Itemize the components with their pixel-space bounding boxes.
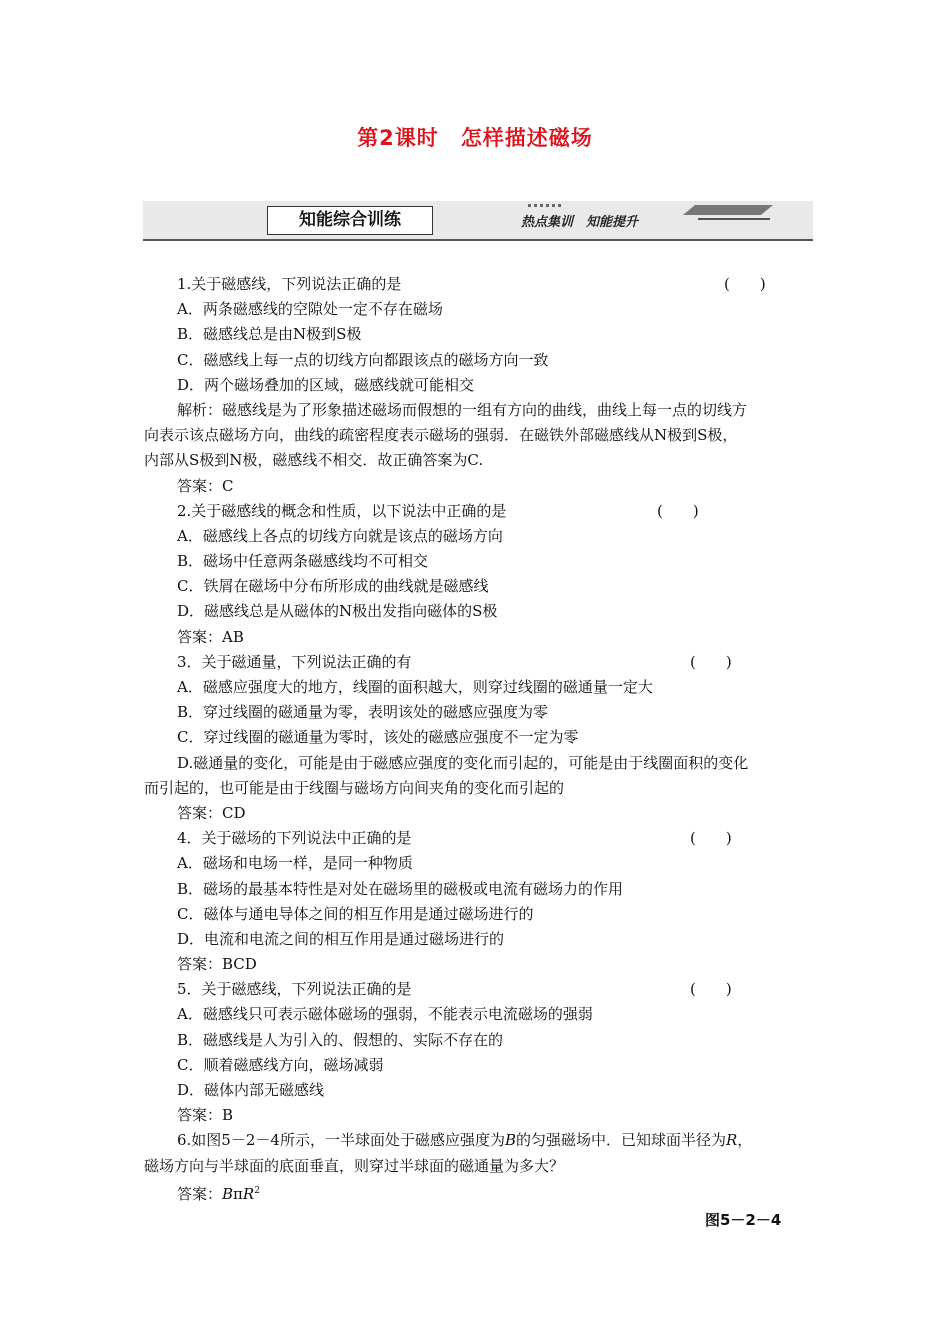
banner-box-label: 知能综合训练 [267, 206, 433, 235]
option: D．两个磁场叠加的区域，磁感线就可能相交 [177, 375, 475, 394]
option: C．磁感线上每一点的切线方向都跟该点的磁场方向一致 [177, 350, 549, 369]
question-stem: 3．关于磁通量，下列说法正确的有 ( ) [144, 650, 808, 675]
option: D．磁体内部无磁感线 [177, 1081, 325, 1099]
banner-arrow-decoration [683, 205, 773, 215]
answer-text: 答案：BCD [177, 955, 257, 974]
answer-text: 答案：CD [177, 803, 246, 822]
answer-text: 答案：BπR$^2$ [177, 1184, 260, 1203]
option: C．顺着磁感线方向，磁场减弱 [177, 1055, 384, 1074]
option: 而引起的，也可能是由于线圈与磁场方向间夹角的变化而引起的 [144, 778, 565, 797]
section-banner [143, 201, 813, 241]
analysis-text: 向表示该点磁场方向，曲线的疏密程度表示磁场的强弱．在磁铁外部磁感线从N极到S极， [144, 426, 738, 445]
option: A．磁感线上各点的切线方向就是该点的磁场方向 [177, 526, 503, 545]
option: A．磁感线只可表示磁体磁场的强弱，不能表示电流磁场的强弱 [177, 1005, 593, 1024]
answer-blank: ( ) [690, 980, 732, 999]
answer-blank: ( ) [724, 275, 766, 293]
option: B．磁场的最基本特性是对处在磁场里的磁极或电流有磁场力的作用 [177, 879, 624, 898]
answer-blank: ( ) [657, 501, 699, 520]
answer-text: 答案：C [177, 476, 234, 495]
option: C．穿过线圈的磁通量为零时，该处的磁感应强度不一定为零 [177, 728, 579, 747]
question-stem: 1.关于磁感线，下列说法正确的是 ( ) [144, 272, 808, 297]
page-title: 第2课时 怎样描述磁场 [357, 126, 593, 150]
option: D.磁通量的变化，可能是由于磁感应强度的变化而引起的，可能是由于线圈面积的变化 [177, 753, 749, 772]
option: A．磁场和电场一样，是同一种物质 [177, 854, 413, 873]
option: B．磁感线是人为引入的、假想的、实际不存在的 [177, 1030, 504, 1049]
question-list [144, 272, 808, 1204]
answer-text: 答案：B [177, 1106, 234, 1125]
option: A．两条磁感线的空隙处一定不存在磁场 [177, 300, 443, 319]
question-stem: 2.关于磁感线的概念和性质，以下说法中正确的是 ( ) [144, 499, 808, 524]
banner-dots-decoration [528, 204, 562, 207]
banner-sub-label: 热点集训 知能提升 [521, 215, 639, 230]
question-stem-continued: 磁场方向与半球面的底面垂直，则穿过半球面的磁通量为多大？ [144, 1156, 565, 1175]
option: B．磁感线总是由N极到S极 [177, 325, 362, 344]
answer-blank: ( ) [690, 829, 732, 848]
option: C．磁体与通电导体之间的相互作用是通过磁场进行的 [177, 904, 534, 923]
option: B．磁场中任意两条磁感线均不可相交 [177, 552, 429, 571]
banner-rule [698, 218, 770, 220]
analysis-text: 内部从S极到N极，磁感线不相交．故正确答案为C. [144, 451, 484, 470]
figure-caption: 图5－2－4 [705, 1211, 782, 1229]
question-stem: 5．关于磁感线，下列说法正确的是 ( ) [144, 977, 808, 1002]
option: D．磁感线总是从磁体的N极出发指向磁体的S极 [177, 602, 498, 621]
analysis-text: 解析：磁感线是为了形象描述磁场而假想的一组有方向的曲线，曲线上每一点的切线方 [177, 400, 748, 419]
option: C．铁屑在磁场中分布所形成的曲线就是磁感线 [177, 577, 489, 596]
question-stem: 4．关于磁场的下列说法中正确的是 ( ) [144, 826, 808, 851]
question-stem: 6.如图5－2－4所示，一半球面处于磁感应强度为B的匀强磁场中．已知球面半径为R， [177, 1131, 753, 1150]
option: D．电流和电流之间的相互作用是通过磁场进行的 [177, 929, 505, 948]
option: B．穿过线圈的磁通量为零，表明该处的磁感应强度为零 [177, 703, 549, 722]
answer-blank: ( ) [690, 652, 732, 671]
answer-text: 答案：AB [177, 627, 244, 646]
option: A．磁感应强度大的地方，线圈的面积越大，则穿过线圈的磁通量一定大 [177, 678, 653, 696]
